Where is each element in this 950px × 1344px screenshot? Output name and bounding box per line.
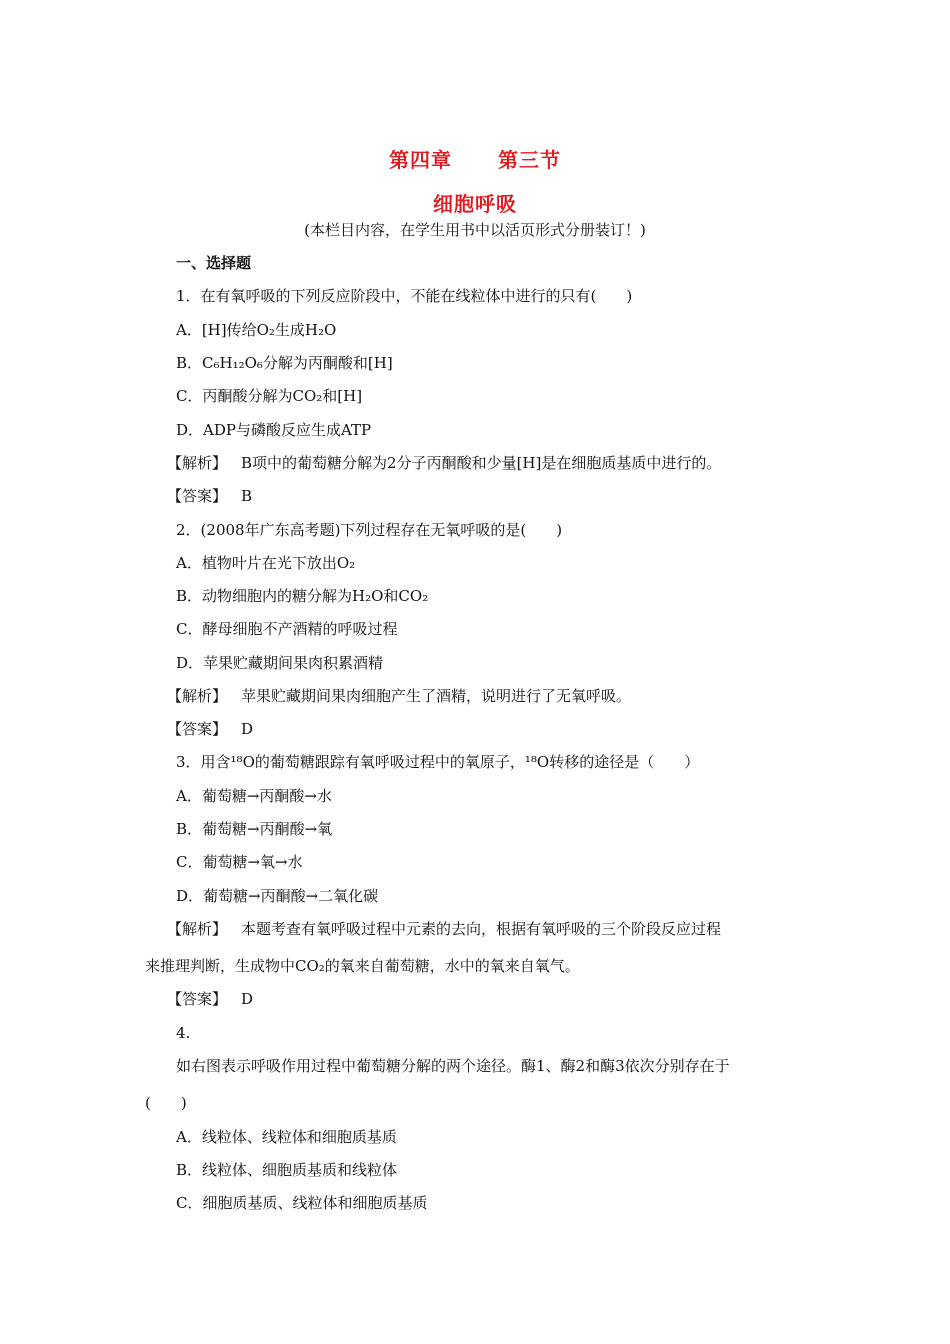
q3-option-c: C．葡萄糖→氧→水 [176,853,303,871]
q3-option-a: A．葡萄糖→丙酮酸→水 [176,787,332,805]
chapter-label: 第四章 [389,148,452,172]
answer-text: B [241,487,253,505]
q1-option-c: C．丙酮酸分解为CO₂和[H] [176,387,363,405]
q2-analysis [167,686,631,706]
section-label: 第三节 [498,148,561,172]
q4-number: 4. [176,1024,191,1042]
analysis-tag: 【解析】 [167,687,228,705]
answer-tag: 【答案】 [167,487,228,505]
q3-analysis [167,919,721,939]
q2-option-b: B．动物细胞内的糖分解为H₂O和CO₂ [176,587,429,605]
analysis-text: 苹果贮藏期间果肉细胞产生了酒精，说明进行了无氧呼吸。 [241,687,632,705]
q3-stem: 3．用含¹⁸O的葡萄糖跟踪有氧呼吸过程中的氧原子，¹⁸O转移的途径是（ ） [176,753,700,771]
q4-option-a: A．线粒体、线粒体和细胞质基质 [176,1128,397,1146]
q1-analysis [167,453,721,473]
q2-option-c: C．酵母细胞不产酒精的呼吸过程 [176,620,398,638]
page-title: 细胞呼吸 [433,192,517,216]
analysis-text: B项中的葡萄糖分解为2分子丙酮酸和少量[H]是在细胞质基质中进行的。 [241,454,722,472]
chapter-title [0,144,950,173]
answer-text: D [241,720,254,738]
q2-option-a: A．植物叶片在光下放出O₂ [176,554,356,572]
section-heading: 一、选择题 [176,254,252,272]
q4-stem-continued: ( ) [145,1094,187,1112]
q2-answer [167,719,253,739]
analysis-tag: 【解析】 [167,454,228,472]
q3-analysis-continued: 来推理判断，生成物中CO₂的氧来自葡萄糖，水中的氧来自氧气。 [145,957,580,975]
q3-option-b: B．葡萄糖→丙酮酸→氧 [176,820,333,838]
answer-tag: 【答案】 [167,720,228,738]
q3-answer [167,989,253,1009]
analysis-text: 本题考查有氧呼吸过程中元素的去向，根据有氧呼吸的三个阶段反应过程 [241,920,722,938]
analysis-tag: 【解析】 [167,920,228,938]
q1-option-a: A．[H]传给O₂生成H₂O [176,321,337,339]
q1-answer [167,486,252,506]
q1-stem: 1．在有氧呼吸的下列反应阶段中，不能在线粒体中进行的只有( ) [176,287,633,305]
answer-text: D [241,990,254,1008]
q4-option-c: C．细胞质基质、线粒体和细胞质基质 [176,1194,428,1212]
q4-option-b: B．线粒体、细胞质基质和线粒体 [176,1161,398,1179]
q1-option-b: B．C₆H₁₂O₆分解为丙酮酸和[H] [176,354,393,372]
q3-option-d: D．葡萄糖→丙酮酸→二氧化碳 [176,887,379,905]
q4-stem: 如右图表示呼吸作用过程中葡萄糖分解的两个途径。酶1、酶2和酶3依次分别存在于 [176,1057,730,1075]
answer-tag: 【答案】 [167,990,228,1008]
q1-option-d: D．ADP与磷酸反应生成ATP [176,421,372,439]
binding-note: (本栏目内容，在学生用书中以活页形式分册装订！) [304,221,646,239]
q2-option-d: D．苹果贮藏期间果肉积累酒精 [176,654,384,672]
q2-stem: 2．(2008年广东高考题)下列过程存在无氧呼吸的是( ) [176,521,563,539]
